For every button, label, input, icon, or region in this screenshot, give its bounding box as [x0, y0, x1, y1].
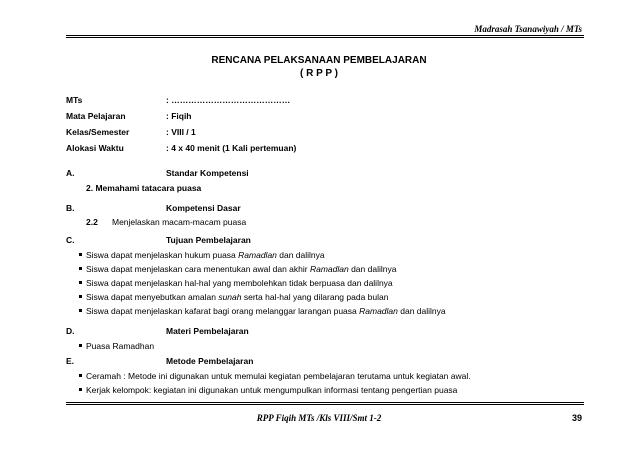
section-d-title: Materi Pembelajaran	[166, 326, 249, 336]
identity-label-class: Kelas/Semester	[66, 127, 130, 137]
bullet-icon	[79, 253, 82, 256]
bullet-icon	[79, 295, 82, 298]
identity-label-subject: Mata Pelajaran	[66, 111, 126, 121]
bullet-icon	[79, 344, 82, 347]
identity-value-subject: : Fiqih	[166, 111, 192, 121]
section-a-title: Standar Kompetensi	[166, 168, 249, 178]
identity-label-mts: MTs	[66, 95, 83, 105]
objective-item: Siswa dapat menjelaskan hal-hal yang membolehkan tidak berpuasa dan dalilnya	[79, 278, 393, 288]
method-item: Ceramah : Metode ini digunakan untuk memulai kegiatan pembelajaran terutama untuk kegiatan awal.	[79, 371, 471, 381]
section-b-letter: B.	[66, 203, 75, 213]
objective-item: Siswa dapat menjelaskan kafarat bagi orang melanggar larangan puasa Ramadlan dan dalilnya	[79, 306, 446, 316]
bullet-icon	[79, 374, 82, 377]
section-b-title: Kompetensi Dasar	[166, 203, 241, 213]
header-rule	[66, 35, 584, 36]
footer-rule	[66, 402, 584, 403]
section-d-letter: D.	[66, 326, 75, 336]
bullet-icon	[79, 281, 82, 284]
objective-item: Siswa dapat menjelaskan hukum puasa Ramadlan dan dalilnya	[79, 250, 325, 260]
footer-rule-2	[66, 404, 584, 405]
objective-item: Siswa dapat menyebutkan amalan sunah serta hal-hal yang dilarang pada bulan	[79, 292, 388, 302]
section-b-num: 2.2	[86, 217, 98, 227]
bullet-icon	[79, 309, 82, 312]
identity-value-mts: : ……………………………………	[166, 95, 291, 105]
section-e-title: Metode Pembelajaran	[166, 356, 254, 366]
footer-text: RPP Fiqih MTs /Kls VIII/Smt 1-2	[256, 413, 382, 423]
section-b-item: Menjelaskan macam-macam puasa	[112, 217, 247, 227]
identity-label-time: Alokasi Waktu	[66, 143, 124, 153]
section-a-item: 2. Memahami tatacara puasa	[86, 183, 202, 193]
header-text: Madrasah Tsanawiyah / MTs	[474, 24, 582, 34]
header-rule-2	[66, 37, 584, 38]
bullet-icon	[79, 388, 82, 391]
identity-value-class: : VIII / 1	[166, 127, 196, 137]
section-c-letter: C.	[66, 235, 75, 245]
material-item: Puasa Ramadhan	[79, 341, 154, 351]
page-number: 39	[571, 413, 582, 423]
section-e-letter: E.	[66, 356, 75, 366]
section-a-letter: A.	[66, 168, 75, 178]
page-subtitle: ( R P P )	[300, 68, 338, 79]
method-item: Kerjak kelompok: kegiatan ini digunakan untuk mengumpulkan informasi tentang pengertian puasa	[79, 385, 457, 395]
identity-value-time: : 4 x 40 menit (1 Kali pertemuan)	[166, 143, 297, 153]
objective-item: Siswa dapat menjelaskan cara menentukan awal dan akhir Ramadlan dan dalilnya	[79, 264, 396, 274]
bullet-icon	[79, 267, 82, 270]
page-title: RENCANA PELAKSANAAN PEMBELAJARAN	[211, 55, 427, 66]
section-c-title: Tujuan Pembelajaran	[166, 235, 251, 245]
